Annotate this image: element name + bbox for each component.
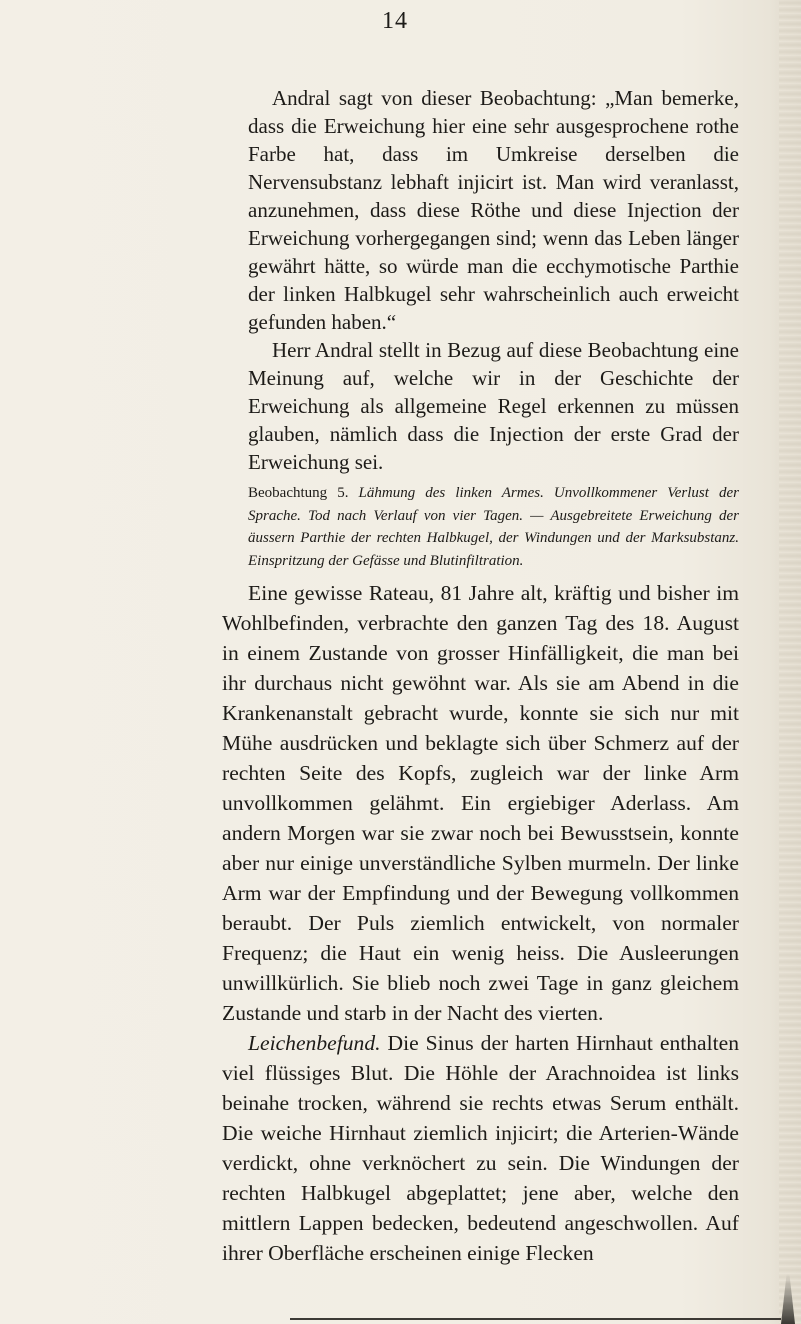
page-number: 14: [382, 8, 408, 34]
observation-header: [248, 482, 739, 572]
paragraph-case-history: Eine gewisse Rateau, 81 Jahre alt, kräftig und bisher im Wohlbefinden, verbrachte den ganzen Tag des 18. August in einem Zustande von grosser Hinfälligkeit, die man bei ihr durchaus nicht gewöhnt war. Als sie am Abend in die Krankenanstalt gebracht wurde, konnte sie sich nur mit Mühe ausdrücken und beklagte sich über Schmerz auf der rechten Seite des Kopfs, zugleich war der linke Arm unvollkommen gelähmt. Ein ergiebiger Aderlass. Am andern Morgen war sie zwar noch bei Bewusstsein, konnte aber nur einige unverständliche Sylben murmeln. Der linke Arm war der Empfindung und der Bewegung vollkommen beraubt. Der Puls ziemlich entwickelt, von normaler Frequenz; die Haut ein wenig heiss. Die Ausleerungen unwillkürlich. Sie blieb noch zwei Tage in ganz gleichem Zustande und starb in der Nacht des vierten.: [222, 581, 739, 1025]
page-edge-shadow: [779, 0, 801, 1324]
case-text: [222, 578, 739, 1268]
observation-title: Lähmung des linken Armes. Unvollkommener Verlust der Sprache. Tod nach Verlauf von vier Tagen. — Ausgebreitete Erweichung der äussern Parthie der rechten Halbkugel, der Windungen und der Marksubstanz. Einspritzung der Gefässe und Blutinfiltration.: [248, 485, 739, 569]
autopsy-label: Leichenbefund.: [248, 1031, 381, 1055]
observation-heading: Beobachtung 5.: [248, 485, 349, 501]
paragraph-andral-quote: Andral sagt von dieser Beobachtung: „Man bemerke, dass die Erweichung hier eine sehr ausgesprochene rothe Farbe hat, dass im Umkreise derselben die Nervensubstanz lebhaft injicirt ist. Man wird veranlasst, anzunehmen, dass diese Röthe und diese Injection der Erweichung vorhergegangen sind; wenn das Leben länger gewährt hätte, so würde man die ecchymotische Parthie der linken Halbkugel sehr wahrscheinlich auch erweicht gefunden haben.“: [248, 86, 739, 334]
paragraph-andral-opinion: Herr Andral stellt in Bezug auf diese Beobachtung eine Meinung auf, welche wir in der Geschichte der Erweichung als allgemeine Regel erkennen zu müssen glauben, nämlich dass die Injection der erste Grad der Erweichung sei.: [248, 338, 739, 474]
page-body: [222, 84, 739, 1268]
autopsy-text: Die Sinus der harten Hirnhaut enthalten viel flüssiges Blut. Die Höhle der Arachnoidea ist links beinahe trocken, während sie rechts etwas Serum enthält. Die weiche Hirnhaut ziemlich injicirt; die Arterien-Wände verdickt, ohne verknöchert zu sein. Die Windungen der rechten Halbkugel abgeplattet; jene aber, welche den mittlern Lappen bedecken, bedeutend angeschwollen. Auf ihrer Oberfläche erscheinen einige Flecken: [222, 1031, 739, 1265]
paragraph-autopsy: [222, 1028, 739, 1268]
bottom-edge-line: [290, 1318, 781, 1320]
